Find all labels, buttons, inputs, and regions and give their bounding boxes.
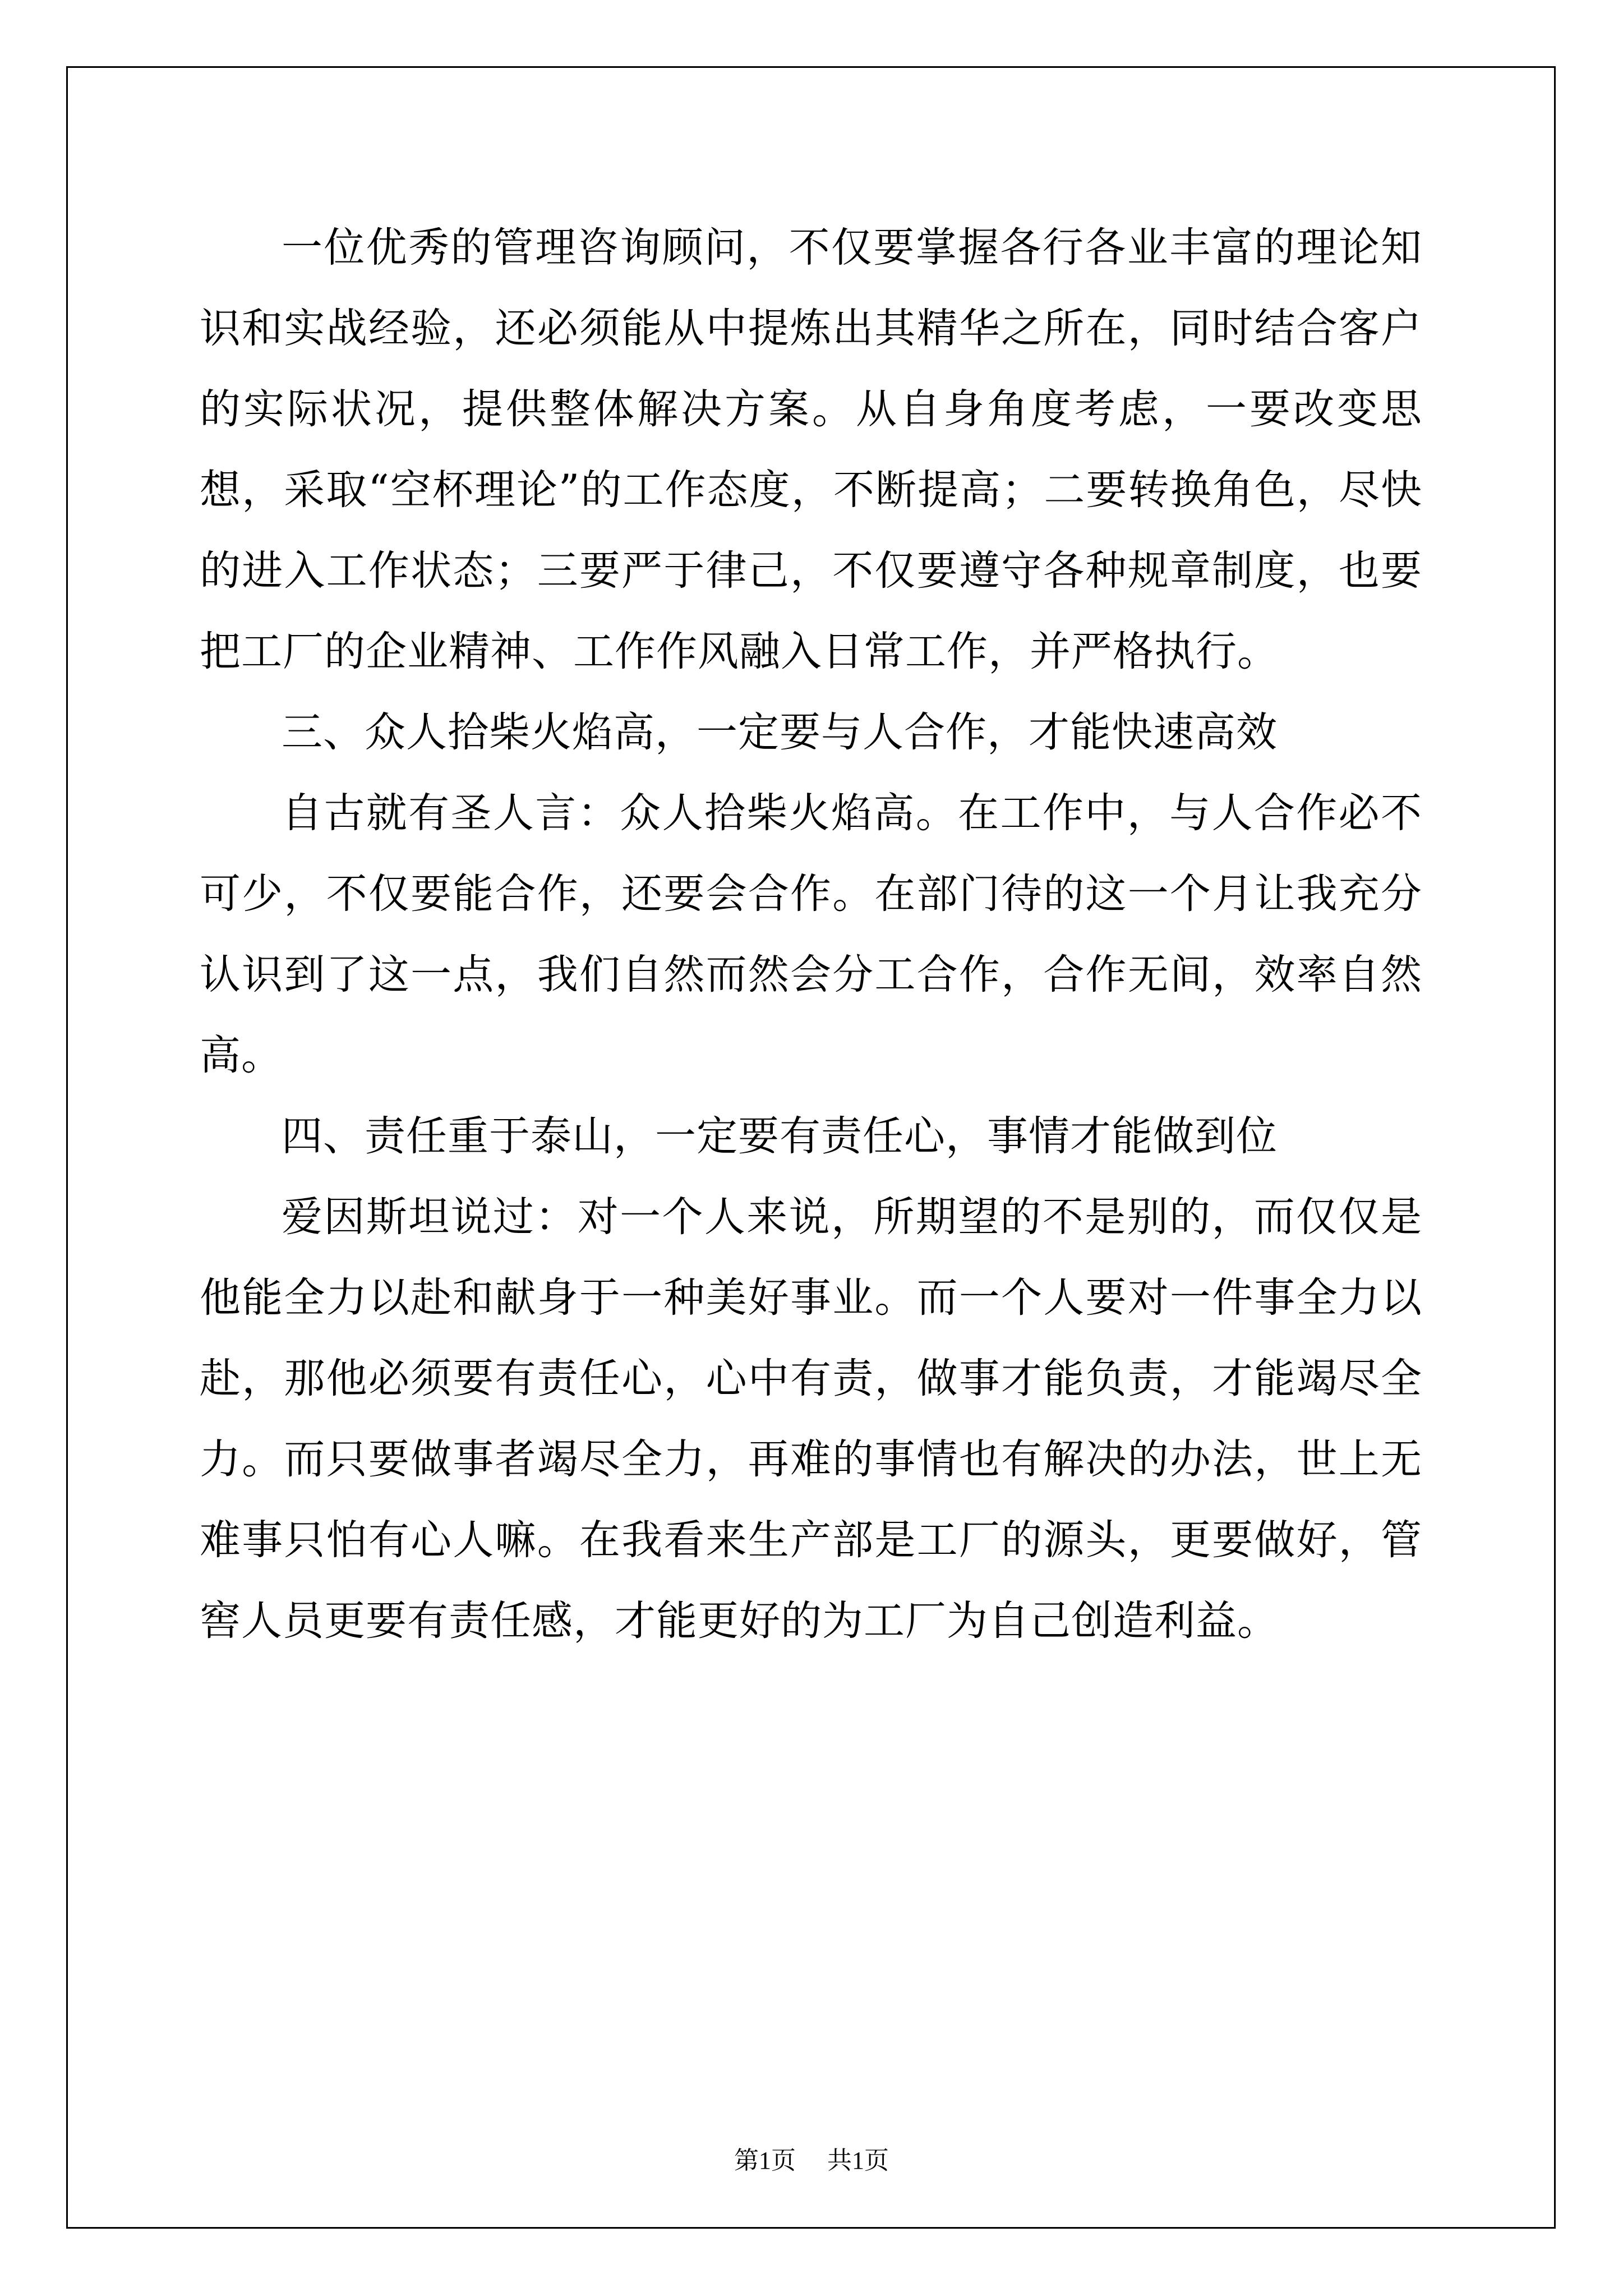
page-footer: [0, 2140, 1623, 2176]
paragraph: 一位优秀的管理咨询顾问，不仅要掌握各行各业丰富的理论知识和实战经验，还必须能从中提炼出其精华之所在，同时结合客户的实际状况，提供整体解决方案。从自身角度考虑，一要改变思想，采取“空杯理论”的工作态度，不断提高；二要转换角色，尽快的进入工作状态；三要严于律己，不仅要遵守各种规章制度，也要把工厂的企业精神、工作作风融入日常工作，并严格执行。: [200, 224, 1422, 675]
section-heading: 四、责任重于泰山，一定要有责任心，事情才能做到位: [282, 1112, 1278, 1160]
paragraph: 自古就有圣人言：众人拾柴火焰高。在工作中，与人合作必不可少，不仅要能合作，还要会合作。在部门待的这一个月让我充分认识到了这一点，我们自然而然会分工合作，合作无间，效率自然高。: [200, 789, 1422, 1079]
page-number: 第1页: [734, 2147, 796, 2174]
page-total: 共1页: [827, 2147, 889, 2174]
document-body: [200, 208, 1422, 1662]
section-heading: 三、众人拾柴火焰高，一定要与人合作，才能快速高效: [282, 708, 1278, 756]
paragraph: 爱因斯坦说过：对一个人来说，所期望的不是别的，而仅仅是他能全力以赴和献身于一种美好事业。而一个人要对一件事全力以赴，那他必须要有责任心，心中有责，做事才能负责，才能竭尽全力。而只要做事者竭尽全力，再难的事情也有解决的办法，世上无难事只怕有心人嘛。在我看来生产部是工厂的源头，更要做好，管窖人员更要有责任感，才能更好的为工厂为自己创造利益。: [200, 1193, 1422, 1645]
